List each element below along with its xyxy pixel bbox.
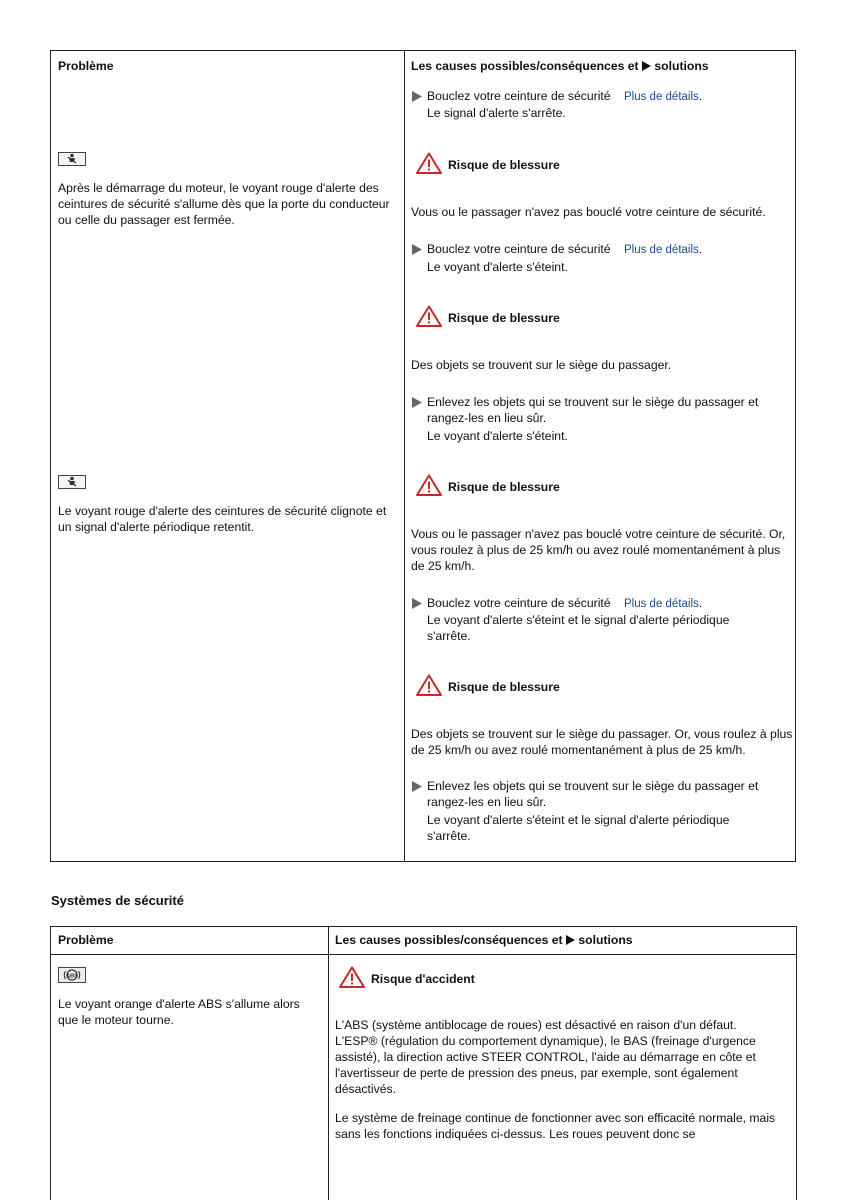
- warning-triangle-icon: [416, 305, 442, 327]
- column-divider: [404, 51, 405, 861]
- abs-warning-icon: [58, 967, 86, 983]
- result-text: Le voyant d'alerte s'éteint et le signal d'alerte périodique s'arrête.: [427, 613, 730, 643]
- bullet-arrow-icon: [412, 598, 422, 609]
- header-text-pre: Les causes possibles/conséquences et: [411, 59, 642, 73]
- action-label: Bouclez votre ceinture de sécurité: [427, 596, 611, 610]
- warning-triangle-icon: [416, 674, 442, 696]
- details-link[interactable]: Plus de détails: [623, 244, 699, 256]
- cause-text: Vous ou le passager n'avez pas bouclé votre ceinture de sécurité.: [411, 205, 766, 219]
- bullet-arrow-icon: [412, 781, 422, 792]
- risk-label: Risque de blessure: [448, 680, 560, 694]
- seatbelt-warning-icon: [58, 152, 86, 166]
- risk-label: Risque de blessure: [448, 311, 560, 325]
- play-triangle-icon: [642, 61, 651, 71]
- risk-label: Risque d'accident: [371, 972, 475, 986]
- header-text-post: solutions: [651, 59, 709, 73]
- bullet-arrow-icon: [412, 244, 422, 255]
- action-text: Bouclez votre ceinture de sécurité Plus de détails.: [427, 242, 703, 256]
- problem-2-text: Le voyant rouge d'alerte des ceintures de sécurité clignote et un signal d'alerte périodique retentit.: [58, 504, 387, 534]
- column-divider: [328, 927, 329, 1200]
- action-text: Enlevez les objets qui se trouvent sur le siège du passager et rangez-les en lieu sûr.: [427, 395, 759, 425]
- intro-action-text: Bouclez votre ceinture de sécurité: [427, 89, 611, 103]
- cause-text: Vous ou le passager n'avez pas bouclé votre ceinture de sécurité. Or, vous roulez à plus de 25 km/h ou avez roulé momentanément à plus de 25 km/h.: [411, 527, 786, 573]
- warning-triangle-icon: [416, 474, 442, 496]
- problem-1-text: Après le démarrage du moteur, le voyant rouge d'alerte des ceintures de sécurité s'allume dès que la porte du conducteur ou celle du passager est fermée.: [58, 181, 390, 227]
- details-link[interactable]: Plus de détails: [623, 598, 699, 610]
- abs-para-2: Le système de freinage continue de fonctionner avec son efficacité normale, mais sans les fonctions indiquées ci-dessus. Les roues peuvent donc se: [335, 1111, 776, 1141]
- header-divider: [51, 954, 796, 955]
- table-1-col2-header: [411, 58, 709, 74]
- seatbelt-warning-icon: [58, 475, 86, 489]
- table-2-col2-header: [335, 932, 633, 948]
- action-label: Bouclez votre ceinture de sécurité: [427, 242, 611, 256]
- risk-label: Risque de blessure: [448, 480, 560, 494]
- warning-triangle-icon: [416, 152, 442, 174]
- cause-text: Des objets se trouvent sur le siège du passager. Or, vous roulez à plus de 25 km/h ou avez roulé momentanément à plus de 25 km/h.: [411, 727, 793, 757]
- result-text: Le voyant d'alerte s'éteint.: [427, 260, 568, 274]
- bullet-arrow-icon: [412, 91, 422, 102]
- table-2-col1-header: Problème: [58, 933, 114, 947]
- bullet-arrow-icon: [412, 397, 422, 408]
- play-triangle-icon: [566, 935, 575, 945]
- action-text: Bouclez votre ceinture de sécurité Plus de détails.: [427, 596, 703, 610]
- section-title: Systèmes de sécurité: [51, 893, 184, 908]
- result-text: Le voyant d'alerte s'éteint.: [427, 429, 568, 443]
- table-1-col1-header: Problème: [58, 59, 114, 73]
- action-text: Enlevez les objets qui se trouvent sur le siège du passager et rangez-les en lieu sûr.: [427, 779, 759, 809]
- abs-problem-text: Le voyant orange d'alerte ABS s'allume alors que le moteur tourne.: [58, 997, 300, 1027]
- cause-text: Des objets se trouvent sur le siège du passager.: [411, 358, 672, 372]
- details-link[interactable]: Plus de détails: [623, 91, 699, 103]
- header-text-post: solutions: [575, 933, 633, 947]
- intro-result: Le signal d'alerte s'arrête.: [427, 106, 566, 120]
- warning-triangle-icon: [339, 966, 365, 988]
- abs-para-1: L'ABS (système antiblocage de roues) est désactivé en raison d'un défaut. L'ESP® (régulation du comportement dynamique), le BAS (freinage d'urgence assisté), la direction active STEER CONTROL, l'aide au démarrage en côte et l'avertisseur de perte de pression des pneus, par exemple, sont également désactivés.: [335, 1018, 756, 1096]
- result-text: Le voyant d'alerte s'éteint et le signal d'alerte périodique s'arrête.: [427, 813, 730, 843]
- risk-label: Risque de blessure: [448, 158, 560, 172]
- header-text-pre: Les causes possibles/conséquences et: [335, 933, 566, 947]
- intro-action: Bouclez votre ceinture de sécurité Plus de détails.: [427, 89, 703, 103]
- svg-text:ABS: ABS: [66, 973, 78, 980]
